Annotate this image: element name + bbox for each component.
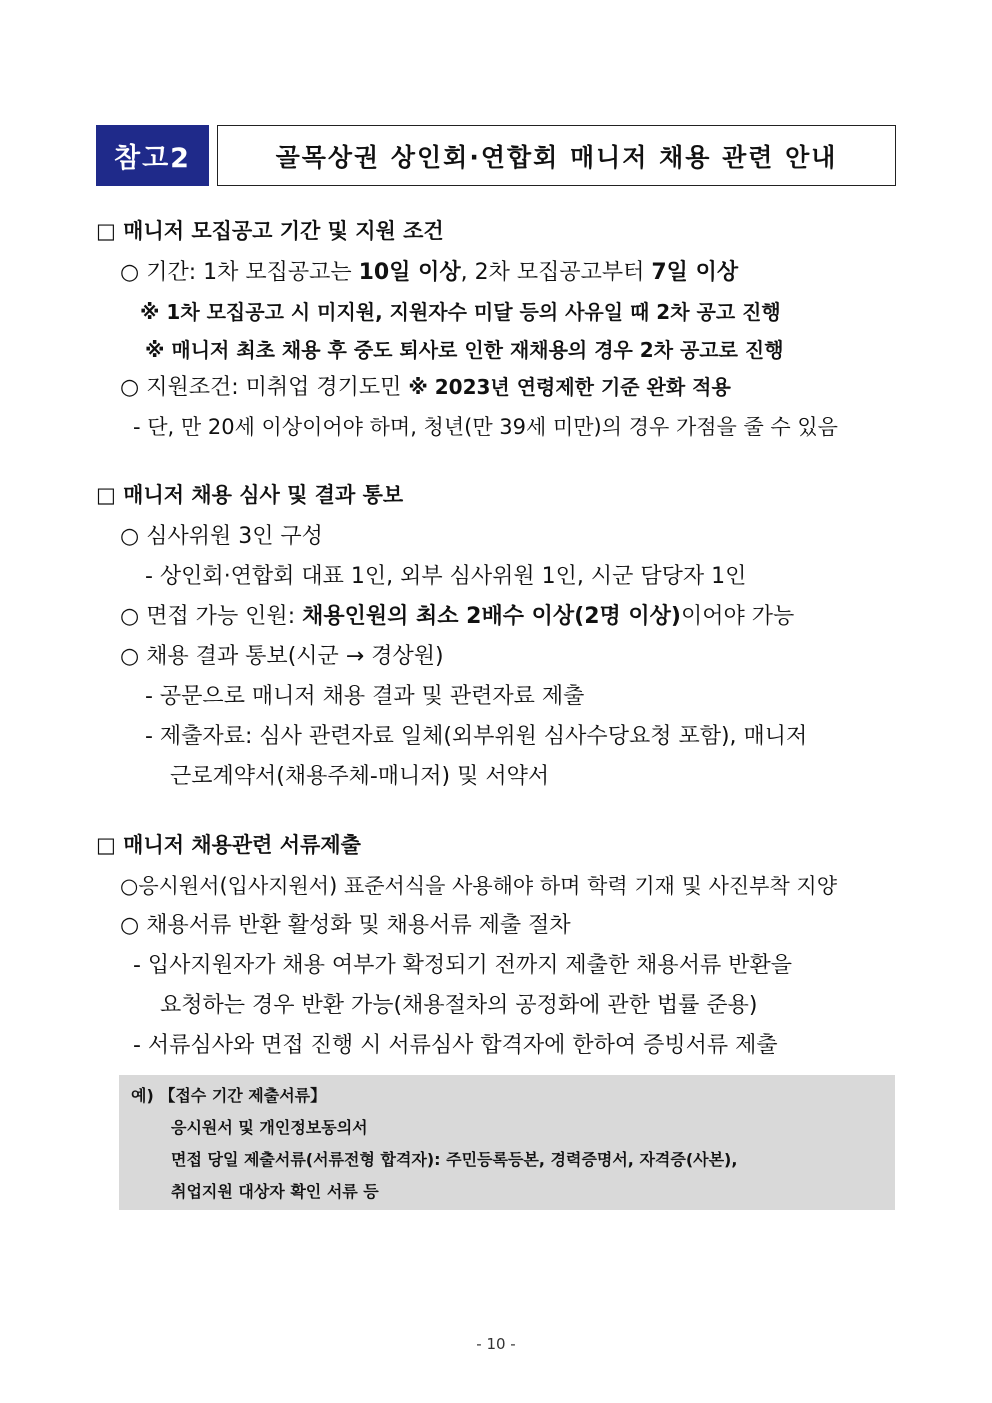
return-detail-2: - 서류심사와 면접 진행 시 서류심사 합격자에 한하여 증빙서류 제출 — [133, 1033, 778, 1058]
reference-tag: 참고2 — [96, 125, 209, 186]
period-note-2: ※ 매니저 최초 채용 후 중도 퇴사로 인한 재채용의 경우 2차 공고로 진행 — [145, 338, 784, 362]
notice-detail-1: - 공문으로 매니저 채용 결과 및 관련자료 제출 — [145, 684, 585, 709]
section-title-documents: □ 매니저 채용관련 서류제출 — [96, 833, 361, 857]
form-line: ○응시원서(입사지원서) 표준서식을 사용해야 하며 학력 기재 및 사진부착 지양 — [120, 874, 837, 898]
page-title: 골목상권 상인회·연합회 매니저 채용 관련 안내 — [217, 125, 896, 186]
return-detail-1: - 입사지원자가 채용 여부가 확정되기 전까지 제출한 채용서류 반환을 — [133, 953, 792, 978]
committee-detail: - 상인회·연합회 대표 1인, 외부 심사위원 1인, 시군 담당자 1인 — [145, 564, 747, 589]
example-line-4: 취업지원 대상자 확인 서류 등 — [171, 1182, 379, 1201]
notice-detail-2: - 제출자료: 심사 관련자료 일체(외부위원 심사수당요청 포함), 매니저 — [145, 724, 808, 749]
period-note-1: ※ 1차 모집공고 시 미지원, 지원자수 미달 등의 사유일 때 2차 공고 진행 — [140, 300, 781, 324]
example-title: 예) 【접수 기간 제출서류】 — [131, 1086, 327, 1105]
interview-line — [120, 602, 794, 632]
notice-detail-2b: 근로계약서(채용주체-매니저) 및 서약서 — [170, 764, 550, 789]
example-line-2: 응시원서 및 개인정보동의서 — [171, 1118, 368, 1137]
page-number: - 10 - — [476, 1335, 516, 1353]
notice-line: ○ 채용 결과 통보(시군 → 경상원) — [120, 644, 444, 669]
interview-bold: 채용인원의 최소 2배수 이상(2명 이상) — [302, 604, 681, 629]
condition-detail: - 단, 만 20세 이상이어야 하며, 청년(만 39세 미만)의 경우 가점을 줄 수 있음 — [133, 415, 838, 439]
condition-line — [120, 372, 731, 403]
period-mid: , 2차 모집공고부터 — [460, 260, 652, 285]
condition-note: ※ 2023년 연령제한 기준 완화 적용 — [408, 375, 731, 399]
return-detail-1b: 요청하는 경우 반환 가능(채용절차의 공정화에 관한 법률 준용) — [160, 993, 758, 1018]
page-header — [96, 125, 896, 186]
interview-tail: 이어야 가능 — [680, 604, 795, 629]
example-box — [119, 1075, 895, 1210]
period-second: 7일 이상 — [651, 260, 739, 285]
section-title-recruitment: □ 매니저 모집공고 기간 및 지원 조건 — [96, 219, 444, 243]
committee-line: ○ 심사위원 3인 구성 — [120, 524, 323, 549]
period-line — [120, 258, 738, 288]
period-first: 10일 이상 — [358, 260, 461, 285]
period-label: ○ 기간: 1차 모집공고는 — [120, 260, 359, 285]
section-title-screening: □ 매니저 채용 심사 및 결과 통보 — [96, 483, 404, 507]
condition-label: ○ 지원조건: 미취업 경기도민 — [120, 375, 409, 400]
interview-label: ○ 면접 가능 인원: — [120, 604, 303, 629]
example-line-3: 면접 당일 제출서류(서류전형 합격자): 주민등록등본, 경력증명서, 자격증(사본), — [171, 1150, 738, 1169]
return-line: ○ 채용서류 반환 활성화 및 채용서류 제출 절차 — [120, 913, 571, 938]
